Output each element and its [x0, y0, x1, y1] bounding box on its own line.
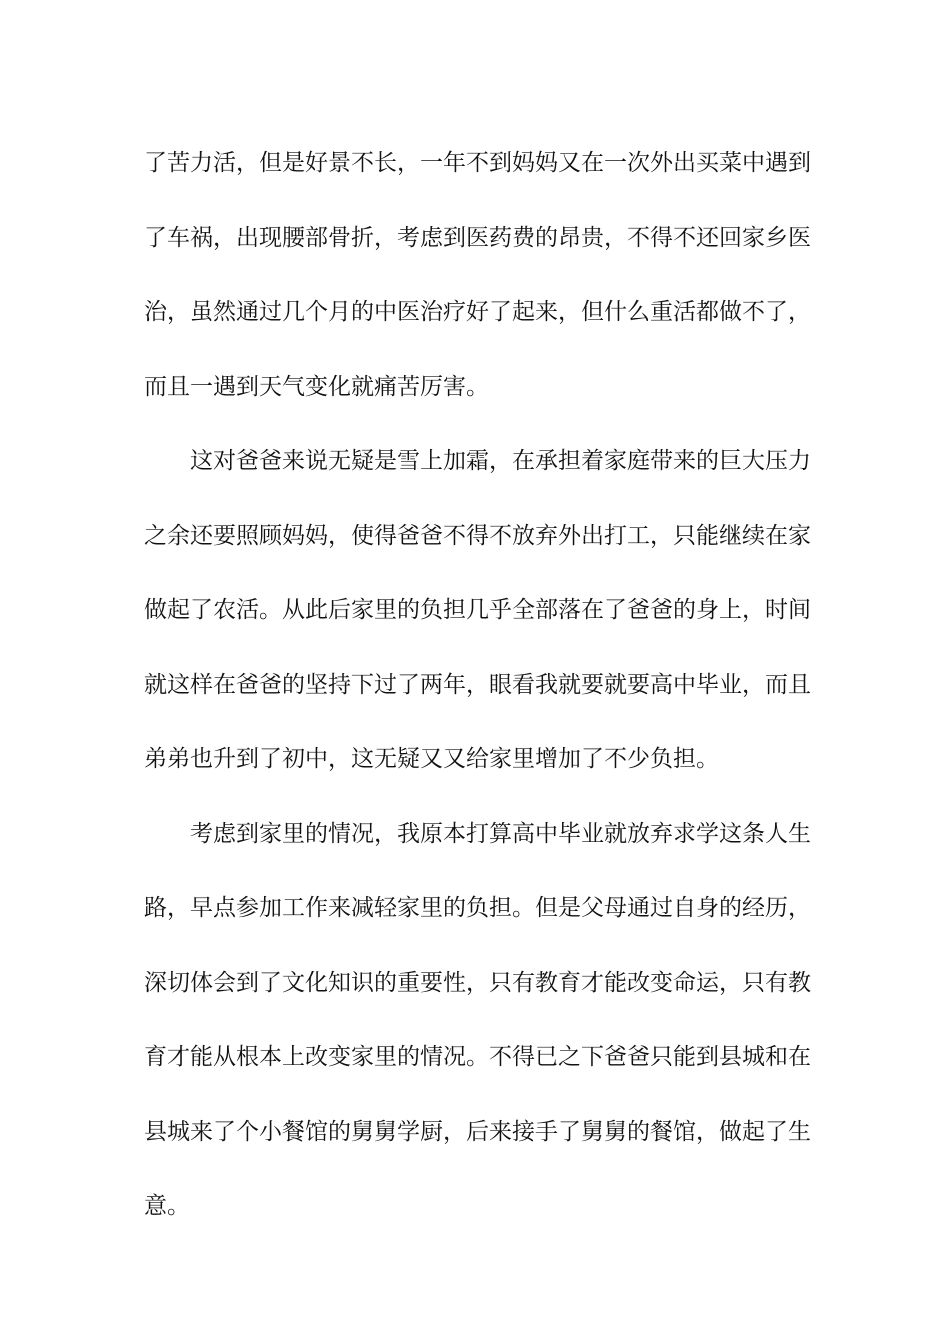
text-line: 育才能从根本上改变家里的情况。不得已之下爸爸只能到县城和在 — [144, 1044, 811, 1070]
paragraph-first-line: 这对爸爸来说无疑是雪上加霜，在承担着家庭带来的巨大压力 — [190, 448, 811, 474]
document-body — [144, 126, 811, 1244]
text-line: 弟弟也升到了初中，这无疑又又给家里增加了不少负担。 — [144, 746, 719, 772]
text-line: 而且一遇到天气变化就痛苦厉害。 — [144, 373, 489, 400]
text-line: 路，早点参加工作来减轻家里的负担。但是父母通过自身的经历， — [144, 895, 811, 921]
text-line: 了车祸，出现腰部骨折，考虑到医药费的昂贵，不得不还回家乡医 — [144, 224, 811, 251]
text-line: 做起了农活。从此后家里的负担几乎全部落在了爸爸的身上，时间 — [144, 597, 811, 623]
text-line: 意。 — [144, 1193, 190, 1219]
text-line: 就这样在爸爸的坚持下过了两年，眼看我就要就要高中毕业，而且 — [144, 671, 811, 698]
text-line: 之余还要照顾妈妈，使得爸爸不得不放弃外出打工，只能继续在家 — [144, 522, 811, 549]
text-line: 了苦力活，但是好景不长，一年不到妈妈又在一次外出买菜中遇到 — [144, 150, 811, 176]
text-line: 县城来了个小餐馆的舅舅学厨，后来接手了舅舅的餐馆，做起了生 — [144, 1118, 811, 1145]
paragraph-first-line: 考虑到家里的情况，我原本打算高中毕业就放弃求学这条人生 — [190, 820, 811, 847]
text-line: 治，虽然通过几个月的中医治疗好了起来，但什么重活都做不了， — [144, 299, 811, 325]
text-line: 深切体会到了文化知识的重要性，只有教育才能改变命运，只有教 — [144, 969, 811, 996]
